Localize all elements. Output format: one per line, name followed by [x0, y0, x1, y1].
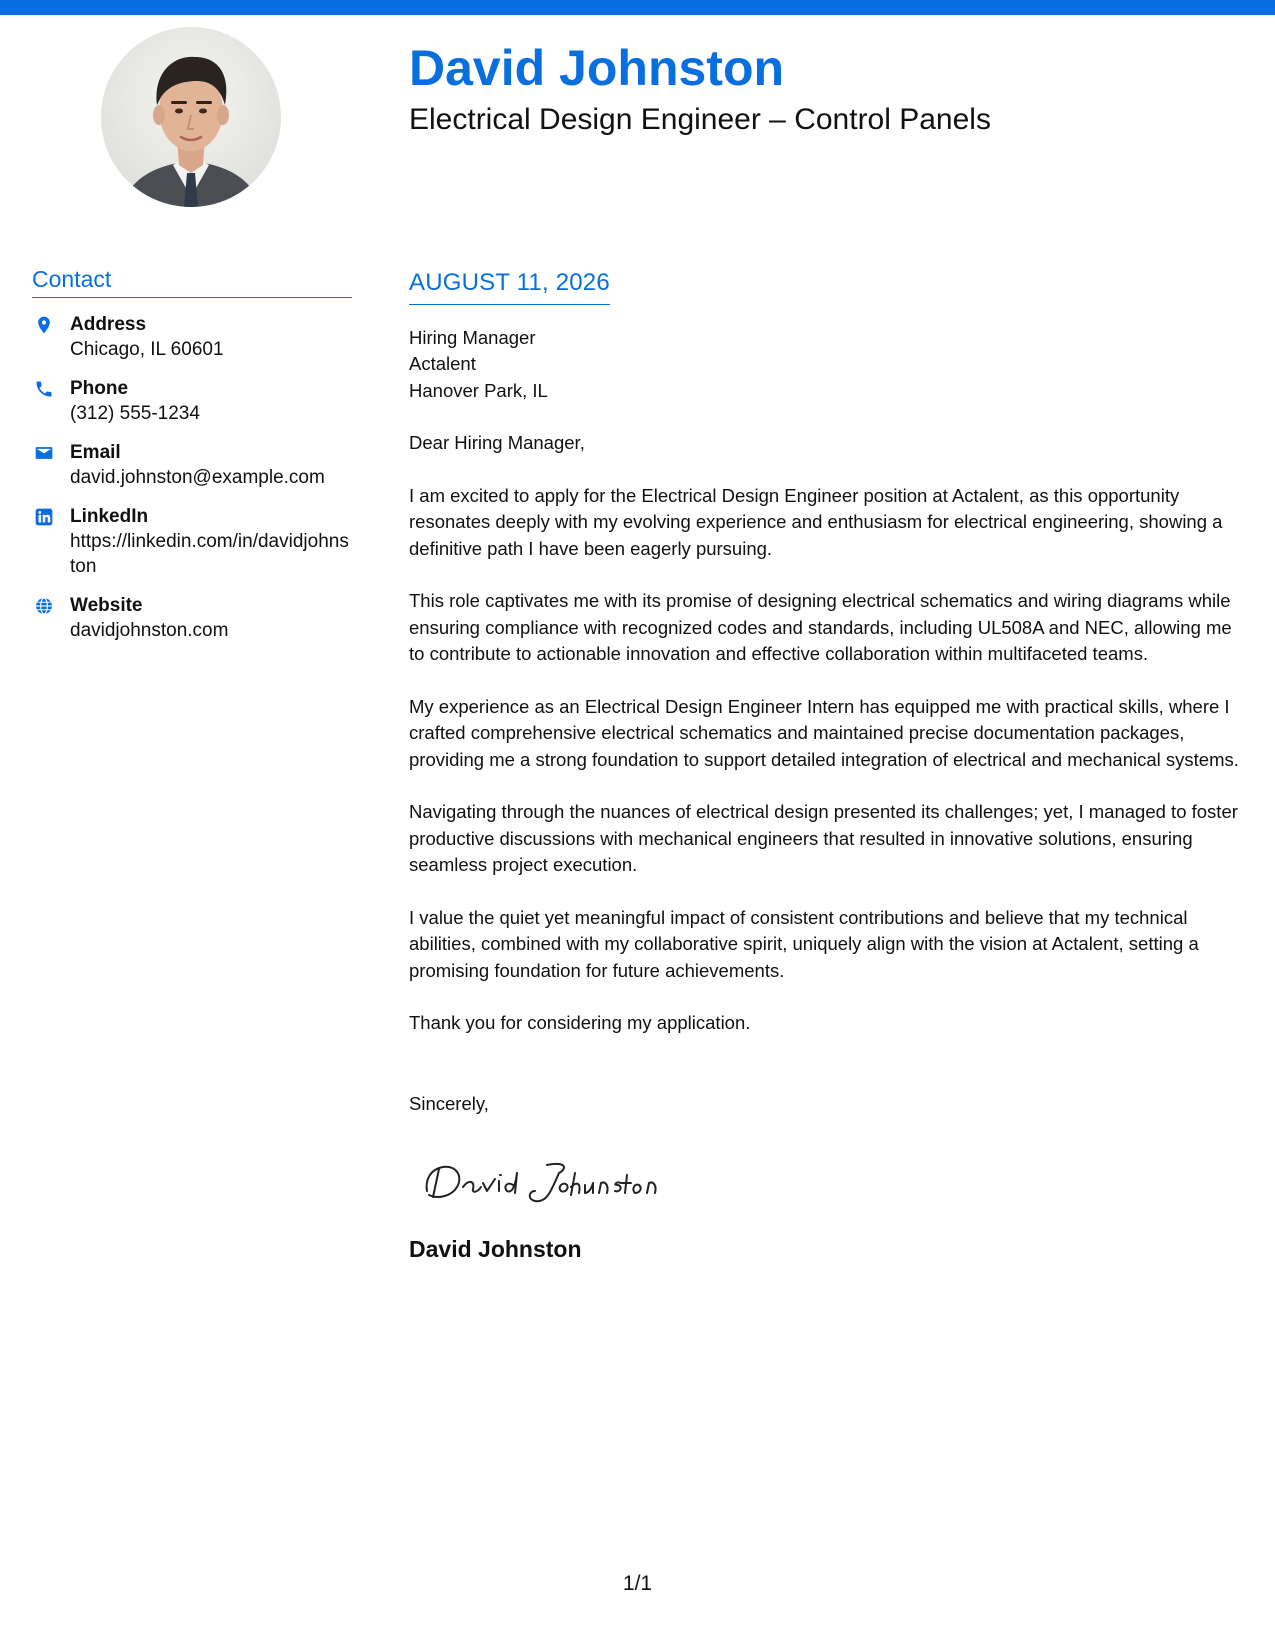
- closing: Sincerely,: [409, 1092, 489, 1114]
- letter-paragraph: I value the quiet yet meaningful impact of consistent contributions and believe that my technical abilities, combined with my collaborative spirit, uniquely align with the vision at Actalent, setting a promising foundation for future achievements.: [409, 906, 1199, 981]
- recipient-name: Hiring Manager: [409, 326, 536, 348]
- job-title: Electrical Design Engineer – Control Panels: [409, 103, 991, 136]
- contact-linkedin: [32, 504, 352, 579]
- contact-address: [32, 312, 352, 362]
- letter-paragraph: My experience as an Electrical Design Engineer Intern has equipped me with practical skills, where I crafted comprehensive electrical schematics and maintained precise documentation packages, providing me a strong foundation to support detailed integration of electrical and mechanical systems.: [409, 695, 1239, 770]
- recipient-location: Hanover Park, IL: [409, 379, 548, 401]
- contact-label: Address: [70, 313, 147, 335]
- letter-paragraph: Navigating through the nuances of electrical design presented its challenges; yet, I managed to foster productive discussions with mechanical engineers that resulted in innovative solutions, ensuring seamless project execution.: [409, 801, 1238, 876]
- linkedin-value[interactable]: https://linkedin.com/in/davidjohnston: [70, 530, 349, 577]
- top-accent-bar: [0, 0, 1275, 15]
- phone-value: (312) 555-1234: [70, 402, 200, 424]
- letter-paragraph: This role captivates me with its promise of designing electrical schematics and wiring diagrams while ensuring compliance with recognized codes and standards, including UL508A and NEC, allowing me to contribute to actionable innovation and effective collaboration within multifaceted teams.: [409, 590, 1232, 665]
- website-value[interactable]: davidjohnston.com: [70, 619, 229, 641]
- handwritten-signature: [417, 1151, 677, 1213]
- letter-paragraph: Thank you for considering my application.: [409, 1012, 751, 1034]
- salutation: Dear Hiring Manager,: [409, 432, 585, 454]
- contact-sidebar: [32, 266, 352, 643]
- contact-label: Email: [70, 441, 121, 463]
- letter-body: [409, 269, 1239, 1263]
- location-pin-icon: [34, 315, 54, 335]
- signer-name: David Johnston: [409, 1236, 582, 1263]
- contact-phone: [32, 376, 352, 426]
- contact-label: LinkedIn: [70, 505, 149, 527]
- email-value[interactable]: david.johnston@example.com: [70, 466, 325, 488]
- email-icon: [34, 443, 54, 463]
- contact-label: Phone: [70, 377, 129, 399]
- letter-date: AUGUST 11, 2026: [409, 269, 610, 305]
- phone-icon: [34, 379, 54, 399]
- address-value: Chicago, IL 60601: [70, 338, 224, 360]
- contact-website: [32, 593, 352, 643]
- applicant-name: David Johnston: [409, 40, 785, 96]
- contact-label: Website: [70, 594, 143, 616]
- contact-email: [32, 440, 352, 490]
- linkedin-icon: [34, 507, 54, 527]
- page-number: 1/1: [622, 1572, 653, 1595]
- globe-icon: [34, 596, 54, 616]
- contact-heading: Contact: [32, 266, 352, 298]
- recipient-block: [409, 325, 1239, 405]
- letter-paragraph: I am excited to apply for the Electrical Design Engineer position at Actalent, as this opportunity resonates deeply with my evolving experience and enthusiasm for electrical engineering, showing a definitive path I have been eagerly pursuing.: [409, 484, 1223, 559]
- avatar: [101, 27, 281, 207]
- profile-photo: [101, 27, 281, 207]
- recipient-company: Actalent: [409, 353, 476, 375]
